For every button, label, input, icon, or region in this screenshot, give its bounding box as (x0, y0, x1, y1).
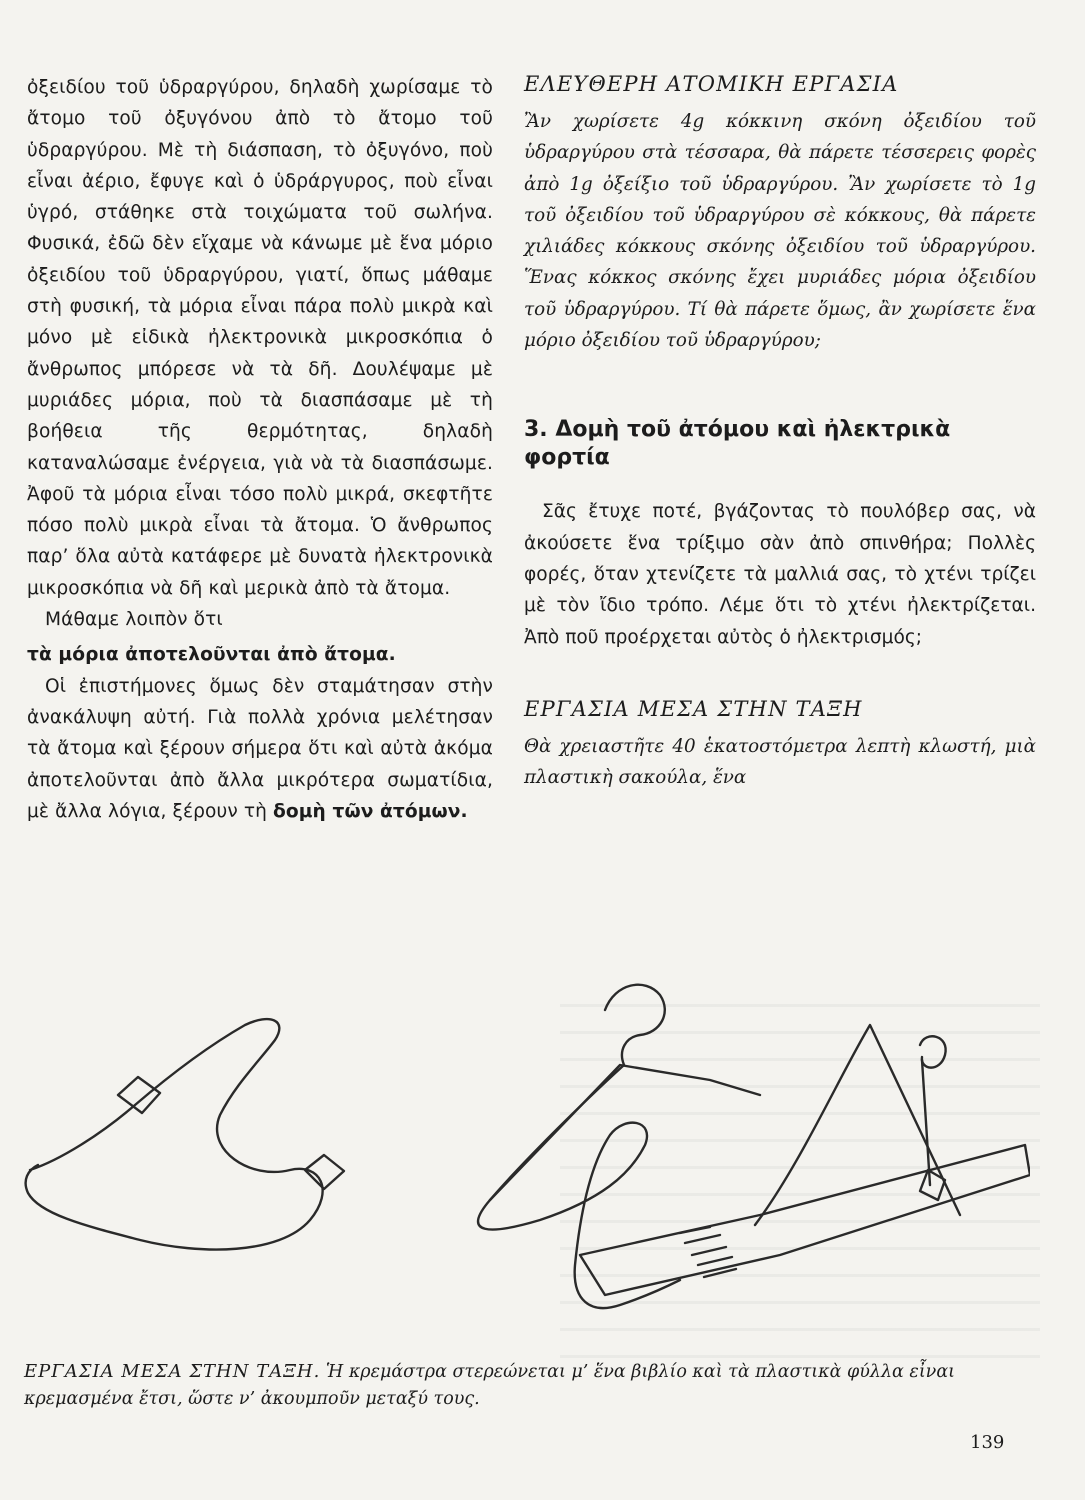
figure-caption (24, 1358, 1034, 1413)
activity-class-title: ΕΡΓΑΣΙΑ ΜΕΣΑ ΣΤΗΝ ΤΑΞΗ (524, 696, 863, 721)
thread-line (26, 1019, 323, 1249)
book-block (580, 1145, 1030, 1295)
page-number: 139 (970, 1432, 1005, 1453)
section-title: 3. Δομὴ τοῦ ἀτόμου καὶ ἠλεκτρικὰ φορτία (524, 417, 951, 471)
caption-lead: ΕΡΓΑΣΙΑ ΜΕΣΑ ΣΤΗΝ ΤΑΞΗ. (24, 1361, 321, 1382)
bold-statement: τὰ μόρια ἀποτελοῦνται ἀπὸ ἄτομα. (27, 644, 396, 666)
left-column (27, 72, 493, 827)
right-column (524, 72, 1036, 793)
second-hook (920, 1036, 946, 1067)
activity-free-title: ΕΛΕΥΘΕΡΗ ΑΤΟΜΙΚΗ ΕΡΓΑΣΙΑ (524, 72, 899, 96)
sheet-right (920, 1060, 945, 1200)
hanger-bar (490, 1065, 760, 1200)
paragraph-molecules: ὀξειδίου τοῦ ὑδραργύρου, δηλαδὴ χωρίσαμε τὸ ἄτομο τοῦ ὀξυγόνου ἀπὸ τὸ ἄτομο τοῦ ὑδραργύρου. Μὲ τὴ διάσπαση, τὸ ὀξυγόνο, ποὺ εἶναι ἀέριο, ἔφυγε καὶ ὁ ὑδράργυρος, ποὺ εἶναι ὑγρό, στάθηκε στὰ τοιχώματα τοῦ σωλήνα. Φυσικά, ἐδῶ δὲν εἴχαμε νὰ κάνωμε μὲ ἕνα μόριο ὀξειδίου τοῦ ὑδραργύρου, γιατί, ὅπως μάθαμε στὴ φυσική, τὰ μόρια εἶναι πάρα πολὺ μικρὰ καὶ μόνο μὲ εἰδικὰ ἠλεκτρονικὰ μικροσκόπια ὁ ἄνθρωπος μπόρεσε νὰ τὰ δῆ. Δουλέψαμε μὲ μυριάδες μόρια, ποὺ τὰ διασπάσαμε μὲ τὴ βοήθεια τῆς θερμότητας, δηλαδὴ καταναλώσαμε ἐνέργεια, γιὰ νὰ τὰ διασπάσωμε. Ἀφοῦ τὰ μόρια εἶναι τόσο πολὺ μικρά, σκεφτῆτε πόσο πολὺ μικρὰ εἶναι τὰ ἄτομα. Ὁ ἄνθρωπος παρ’ ὅλα αὐτὰ κατάφερε μὲ δυνατὰ ἠλεκτρονικὰ μικροσκόπια νὰ δῆ καὶ μερικὰ ἀπὸ τὰ ἄτομα. (27, 77, 493, 599)
hanger-wire (478, 1065, 680, 1308)
caption-text: Ἡ κρεμάστρα στερεώνεται μ’ ἕνα βιβλίο καὶ τὰ πλαστικὰ φύλλα εἶναι κρεμασμένα ἔτσι, ὥστε ν’ ἀκουμποῦν μεταξύ τους. (24, 1362, 955, 1409)
activity-class-body: Θὰ χρειαστῆτε 40 ἑκατοστόμετρα λεπτὴ κλωστή, μιὰ πλαστικὴ σακούλα, ἕνα (524, 735, 1036, 789)
plastic-sheet-left (118, 1077, 160, 1113)
book-pages (680, 1227, 736, 1277)
paragraph-atom-structure-text: Οἱ ἐπιστήμονες ὅμως δὲν σταμάτησαν στὴν ἀνακάλυψη αὐτή. Γιὰ πολλὰ χρόνια μελέτησαν τὰ ἄτομα καὶ ξέρουν σήμερα ὅτι καὶ αὐτὰ ἀκόμα ἀποτελοῦνται ἀπὸ ἄλλα μικρότερα σωματίδια, μὲ ἄλλα λόγια, ξέρουν τὴ (27, 675, 493, 822)
paragraph-atom-structure (27, 671, 493, 827)
paragraph-conclusion-intro: Μάθαμε λοιπὸν ὅτι (45, 609, 223, 631)
activity-free-body: Ἂν χωρίσετε 4g κόκκινη σκόνη ὀξειδίου τοῦ ὑδραργύρου στὰ τέσσαρα, θὰ πάρετε τέσσερεις φορὲς ἀπὸ 1g ὀξείξιο τοῦ ὑδραργύρου. Ἂν χωρίσετε τὸ 1g τοῦ ὀξειδίου τοῦ ὑδραργύρου σὲ κόκκους, θὰ πάρετε χιλιάδες κόκκους σκόνης ὀξειδίου τοῦ ὑδραργύρου. Ἕνας κόκκος σκόνης ἔχει μυριάδες μόρια ὀξειδίου τοῦ ὑδραργύρου. Τί θὰ πάρετε ὅμως, ἂν χωρίσετε ἕνα μόριο ὀξειδίου τοῦ ὑδραργύρου; (524, 111, 1036, 352)
section-body: Σᾶς ἔτυχε ποτέ, βγάζοντας τὸ πουλόβερ σας, νὰ ἀκούσετε ἕνα τρίξιμο σὰν ἀπὸ σπινθήρα; Πολλὲς φορές, ὅταν χτενίζετε τὰ μαλλιά σας, τὸ χτένι τρίζει μὲ τὸν ἴδιο τρόπο. Λέμε ὅτι τὸ χτένι ἠλεκτρίζεται. Ἀπὸ ποῦ προέρχεται αὐτὸς ὁ ἠλεκτρισμός; (524, 501, 1036, 648)
hanger-hook (605, 985, 665, 1065)
hanger-illustration (20, 965, 1030, 1355)
atom-structure-bold: δομὴ τῶν ἀτόμων. (273, 800, 468, 822)
